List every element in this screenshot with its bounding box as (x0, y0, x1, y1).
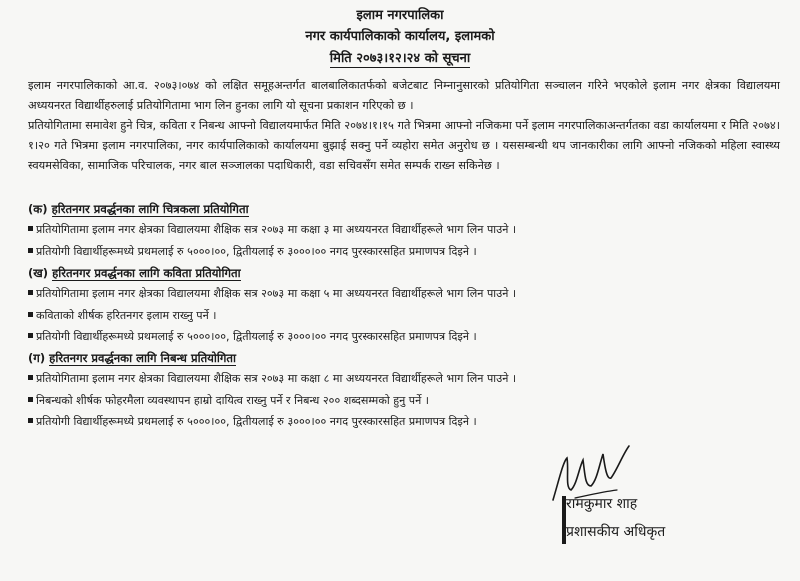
list-item: प्रतियोगितामा इलाम नगर क्षेत्रका विद्यालयमा शैक्षिक सत्र २०७३ मा कक्षा ३ मा अध्ययनरत विद्यार्थीहरूले भाग लिन पाउने । (28, 221, 788, 239)
section-title: हरितनगर प्रवर्द्धनका लागि निबन्ध प्रतियोगिता (49, 351, 237, 365)
section-title: हरितनगर प्रवर्द्धनका लागि चित्रकला प्रतियोगिता (51, 202, 249, 216)
notice-date-text: मिति २०७३।१२।२४ को सूचना (329, 51, 471, 66)
bullet-icon (28, 418, 33, 423)
section-heading-ka (28, 200, 249, 218)
section-title: हरितनगर प्रवर्द्धनका लागि कविता प्रतियोगिता (52, 266, 241, 280)
signatory-title: प्रशासकीय अधिकृत (566, 524, 666, 540)
bullet-icon (28, 312, 33, 317)
list-item: प्रतियोगी विद्यार्थीहरूमध्ये प्रथमलाई रु ५०००।००, द्वितीयलाई रु ३०००।०० नगद पुरस्कारसहित प्रमाणपत्र दिइने । (28, 413, 788, 431)
bullet-icon (28, 375, 33, 380)
office-title: नगर कार्यपालिकाको कार्यालय, इलामको (305, 29, 495, 44)
bullet-icon (28, 397, 33, 402)
notice-date-title (0, 50, 800, 68)
municipality-title: इलाम नगरपालिका (356, 8, 444, 23)
intro-text (28, 76, 780, 176)
section-prefix: (ख) (28, 266, 49, 280)
intro-paragraph-1: इलाम नगरपालिकाको आ.व. २०७३।०७४ को लक्षित समूहअन्तर्गत बालबालिकातर्फको बजेटबाट निम्नानुसारको प्रतियोगिता सञ्चालन गरिने भएकोले इलाम नगर क्षेत्रका विद्यालयमा अध्ययनरत विद्यार्थीहरुलाई प्रतियोगितामा भाग लिन हुनका लागि यो सूचना प्रकाशन गरिएको छ । (28, 79, 780, 112)
bullet-icon (28, 290, 33, 295)
list-item: निबन्धको शीर्षक फोहरमैला व्यवस्थापन हाम्रो दायित्व राख्नु पर्ने र निबन्ध २०० शब्दसम्मको हुनु पर्ने । (28, 392, 788, 410)
bullet-icon (28, 226, 33, 231)
list-item: कविताको शीर्षक हरितनगर इलाम राख्नु पर्ने । (28, 307, 788, 325)
section-heading-kha (28, 264, 241, 282)
intro-paragraph-2: प्रतियोगितामा समावेश हुने चित्र, कविता र निबन्ध आफ्नो विद्यालयमार्फत मिति २०७४।१।१५ गते भित्रमा आफ्नो नजिकमा पर्ने इलाम नगरपालिकाअन्तर्गतका वडा कार्यालयमा र मिति २०७४।१।२० गते भित्रमा इलाम नगरपालिका, नगर कार्यपालिकाको कार्यालयमा बुझाई सक्नु पर्ने व्यहोरा समेत अनुरोध छ । यससम्बन्धी थप जानकारीका लागि आफ्नो नजिकको महिला स्वास्थ्य स्वयमसेविका, सामाजिक परिचालक, नगर बाल सञ्जालका पदाधिकारी, वडा सचिवसँग समेत सम्पर्क राख्न सकिनेछ । (28, 119, 780, 172)
list-item: प्रतियोगी विद्यार्थीहरूमध्ये प्रथमलाई रु ५०००।००, द्वितीयलाई रु ३०००।०० नगद पुरस्कारसहित प्रमाणपत्र दिइने । (28, 243, 788, 261)
section-heading-ga (28, 349, 236, 367)
section-prefix: (ग) (28, 351, 46, 365)
bullet-icon (28, 333, 33, 338)
list-item: प्रतियोगी विद्यार्थीहरूमध्ये प्रथमलाई रु ५०००।००, द्वितीयलाई रु ३०००।०० नगद पुरस्कारसहित प्रमाणपत्र दिइने । (28, 328, 788, 346)
bullet-icon (28, 248, 33, 253)
signatory-name: रामकुमार शाह (566, 496, 638, 512)
section-prefix: (क) (28, 202, 48, 216)
list-item: प्रतियोगितामा इलाम नगर क्षेत्रका विद्यालयमा शैक्षिक सत्र २०७३ मा कक्षा ८ मा अध्ययनरत विद्यार्थीहरूले भाग लिन पाउने । (28, 370, 788, 388)
list-item: प्रतियोगितामा इलाम नगर क्षेत्रका विद्यालयमा शैक्षिक सत्र २०७३ मा कक्षा ५ मा अध्ययनरत विद्यार्थीहरूले भाग लिन पाउने । (28, 285, 788, 303)
